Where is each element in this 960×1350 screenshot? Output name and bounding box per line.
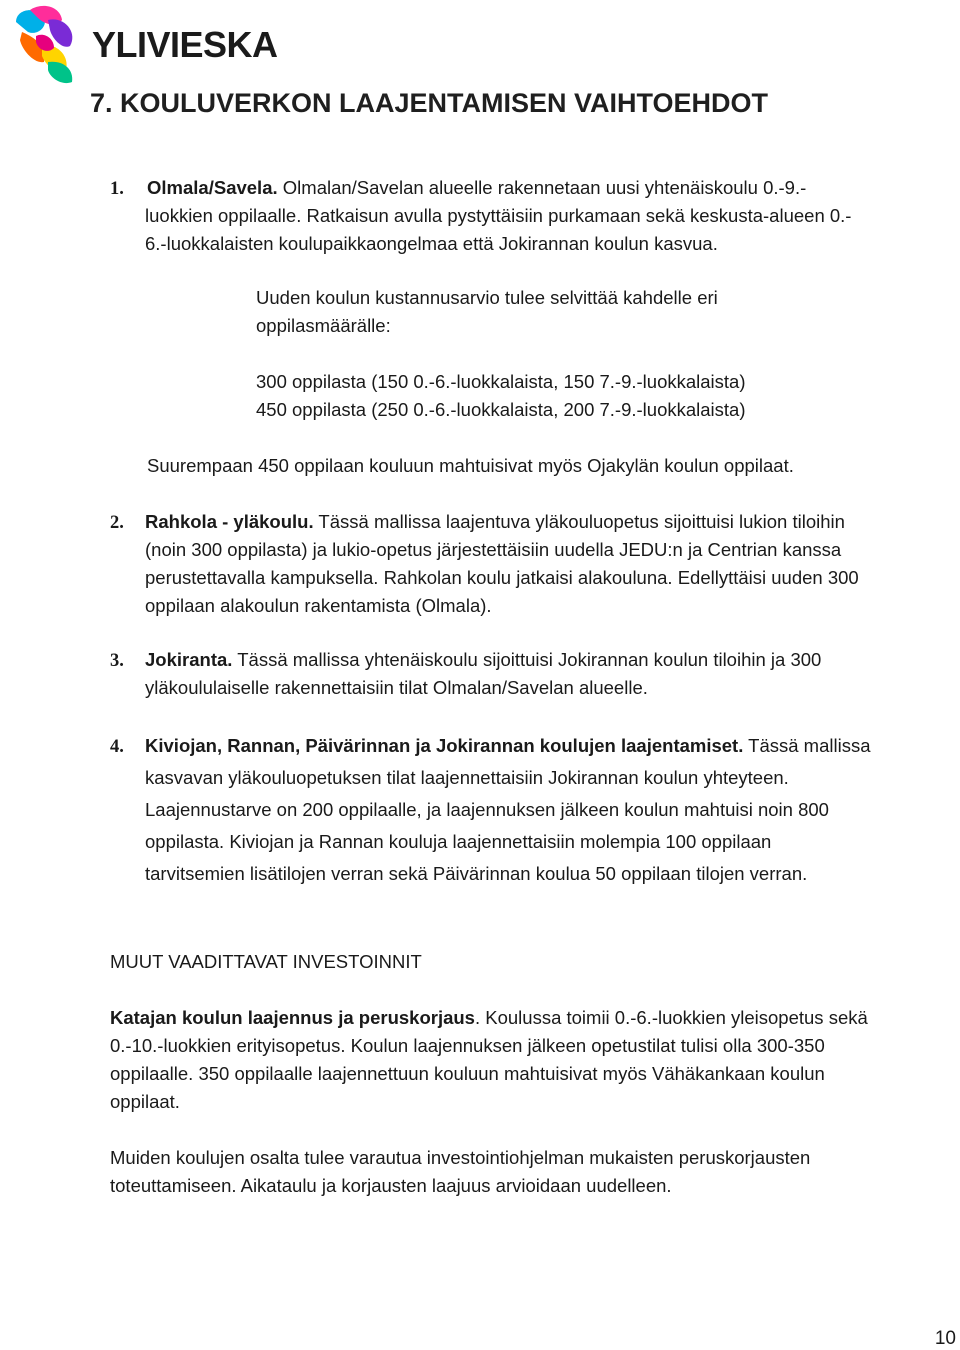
item4-line-1: 4. Kiviojan, Rannan, Päivärinnan ja Jokirannan koulujen laajentamiset. Tässä mallissa	[110, 735, 871, 757]
item4-line-3: Laajennustarve on 200 oppilaalle, ja laajennuksen jälkeen koulun mahtuisi noin 800	[145, 799, 829, 820]
ylivieska-logo	[8, 2, 278, 88]
item1-lead: Olmala/Savela.	[147, 177, 278, 198]
item1-line-3: 6.-luokkalaisten koulupaikkaongelmaa että Jokirannan koulun kasvua.	[145, 233, 718, 254]
item3-lead: Jokiranta.	[145, 649, 233, 670]
item1-cost-line-2: oppilasmäärälle:	[256, 315, 391, 336]
katajan-line-1: Katajan koulun laajennus ja peruskorjaus. Koulussa toimii 0.-6.-luokkien yleisopetus sekä	[110, 1007, 868, 1028]
item3-line-1: 3. Jokiranta. Tässä mallissa yhtenäiskoulu sijoittuisi Jokirannan koulun tiloihin ja 300	[110, 649, 822, 671]
item1-option-300: 300 oppilasta (150 0.-6.-luokkalaista, 150 7.-9.-luokkalaista)	[256, 371, 746, 392]
item2-number: 2.	[110, 513, 124, 533]
page-number: 10	[934, 1328, 956, 1349]
item4-number: 4.	[110, 737, 124, 757]
item4-lead: Kiviojan, Rannan, Päivärinnan ja Jokirannan koulujen laajentamiset.	[145, 735, 744, 756]
item4-line-4: oppilasta. Kiviojan ja Rannan kouluja laajennettaisiin molempia 100 oppilaan	[145, 831, 772, 852]
logo-mark-icon	[8, 2, 88, 88]
item1-line-1: 1. Olmala/Savela. Olmalan/Savelan alueelle rakennetaan uusi yhtenäiskoulu 0.-9.-	[110, 177, 807, 199]
item3-number: 3.	[110, 651, 124, 671]
item2-line-2: (noin 300 oppilasta) ja lukio-opetus järjestettäisiin uudella JEDU:n ja Centrian kanssa	[145, 539, 842, 560]
katajan-line-4: oppilaat.	[110, 1091, 180, 1112]
other-schools-line-1: Muiden koulujen osalta tulee varautua investointiohjelman mukaisten peruskorjausten	[110, 1147, 811, 1168]
katajan-line-3: oppilaalle. 350 oppilaalle laajennettuun kouluun mahtuisivat myös Vähäkankaan koulun	[110, 1063, 825, 1084]
item1-option-450: 450 oppilasta (250 0.-6.-luokkalaista, 200 7.-9.-luokkalaista)	[256, 399, 746, 420]
katajan-line-2: 0.-10.-luokkien erityisopetus. Koulun laajennuksen jälkeen opetustilat tulisi olla 300-350	[110, 1035, 825, 1056]
item1-line-2: luokkien oppilaalle. Ratkaisun avulla pystyttäisiin purkamaan sekä keskusta-alueen 0.-	[145, 205, 852, 226]
item1-number: 1.	[110, 179, 124, 199]
logo-text: YLIVIESKA	[92, 24, 278, 65]
item1-cost-line-1: Uuden koulun kustannusarvio tulee selvittää kahdelle eri	[256, 287, 718, 308]
item2-line-3: perustettavalla kampuksella. Rahkolan koulu jatkaisi alakouluna. Edellyttäisi uuden 300	[145, 567, 859, 588]
page-title: 7. KOULUVERKON LAAJENTAMISEN VAIHTOEHDOT	[90, 88, 769, 118]
katajan-lead: Katajan koulun laajennus ja peruskorjaus	[110, 1007, 475, 1028]
investments-heading: MUUT VAADITTAVAT INVESTOINNIT	[110, 951, 422, 972]
item3-line-2: yläkoululaiselle rakennettaisiin tilat Olmalan/Savelan alueelle.	[145, 677, 648, 698]
item4-line-2: kasvavan yläkouluopetuksen tilat laajennettaisiin Jokirannan koulun yhteyteen.	[145, 767, 789, 788]
item2-line-1: 2. Rahkola - yläkoulu. Tässä mallissa laajentuva yläkouluopetus sijoittuisi lukion tiloihin	[110, 511, 845, 533]
item2-lead: Rahkola - yläkoulu.	[145, 511, 314, 532]
item4-line-5: tarvitsemien lisätilojen verran sekä Päivärinnan koulua 50 oppilaan tilojen verran.	[145, 863, 808, 884]
other-schools-line-2: toteuttamiseen. Aikataulu ja korjausten laajuus arvioidaan uudelleen.	[110, 1175, 672, 1196]
item2-line-4: oppilaan alakoulun rakentamista (Olmala).	[145, 595, 492, 616]
item1-note: Suurempaan 450 oppilaan kouluun mahtuisivat myös Ojakylän koulun oppilaat.	[147, 455, 794, 476]
